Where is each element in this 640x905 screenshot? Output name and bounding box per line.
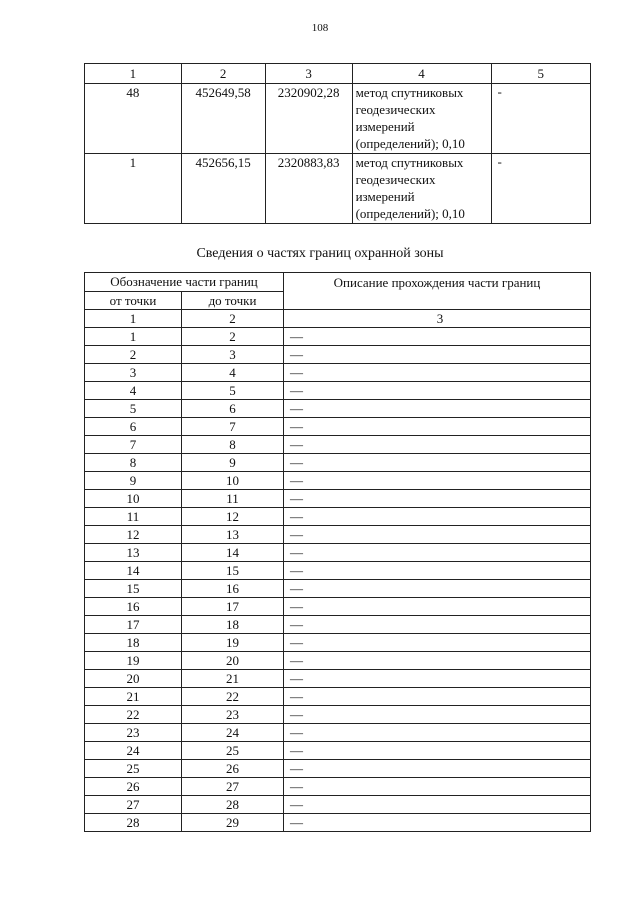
- column-number: 2: [182, 310, 284, 328]
- from-point-header: от точки: [85, 292, 182, 310]
- table-row: [85, 634, 591, 652]
- boundary-description: —: [284, 580, 591, 598]
- table-row: [85, 706, 591, 724]
- from-point: 27: [85, 796, 182, 814]
- to-point: 9: [182, 454, 284, 472]
- method-line: геодезических: [355, 172, 436, 187]
- table-row: [85, 382, 591, 400]
- coordinate-y: 2320883,83: [265, 154, 352, 224]
- column-number: 2: [181, 64, 265, 84]
- from-point: 8: [85, 454, 182, 472]
- from-point: 19: [85, 652, 182, 670]
- method-line: метод спутниковых: [355, 155, 464, 170]
- boundary-description: —: [284, 526, 591, 544]
- boundary-description: —: [284, 778, 591, 796]
- from-point: 10: [85, 490, 182, 508]
- boundary-description: —: [284, 760, 591, 778]
- boundary-description: —: [284, 544, 591, 562]
- to-point: 8: [182, 436, 284, 454]
- table-row: [85, 400, 591, 418]
- table-row: [85, 418, 591, 436]
- table-row: [85, 598, 591, 616]
- boundary-description: —: [284, 364, 591, 382]
- from-point: 5: [85, 400, 182, 418]
- boundary-description: —: [284, 382, 591, 400]
- column-number: 3: [265, 64, 352, 84]
- from-point: 25: [85, 760, 182, 778]
- boundary-description: —: [284, 814, 591, 832]
- section-title: Сведения о частях границ охранной зоны: [196, 246, 444, 261]
- table-row: [85, 84, 591, 154]
- method-description: [352, 84, 491, 154]
- table-row: [85, 154, 591, 224]
- table-row: [85, 472, 591, 490]
- to-point: 10: [182, 472, 284, 490]
- to-point: 11: [182, 490, 284, 508]
- from-point: 26: [85, 778, 182, 796]
- to-point: 7: [182, 418, 284, 436]
- from-point: 20: [85, 670, 182, 688]
- boundary-description: —: [284, 724, 591, 742]
- table-row: [85, 814, 591, 832]
- table-row: [85, 796, 591, 814]
- table-row: [85, 778, 591, 796]
- table-row: [85, 562, 591, 580]
- from-point: 9: [85, 472, 182, 490]
- from-point: 1: [85, 328, 182, 346]
- method-line: метод спутниковых: [355, 85, 464, 100]
- table-row: [85, 364, 591, 382]
- boundary-description: —: [284, 436, 591, 454]
- table-row: [85, 454, 591, 472]
- column-number: 1: [85, 310, 182, 328]
- from-point: 12: [85, 526, 182, 544]
- from-point: 14: [85, 562, 182, 580]
- table-row: [85, 616, 591, 634]
- table-row: [85, 490, 591, 508]
- table-row: [85, 508, 591, 526]
- from-point: 13: [85, 544, 182, 562]
- to-point: 25: [182, 742, 284, 760]
- from-point: 15: [85, 580, 182, 598]
- coordinate-y: 2320902,28: [265, 84, 352, 154]
- coordinate-x: 452649,58: [181, 84, 265, 154]
- boundary-description: —: [284, 328, 591, 346]
- table-row: [85, 328, 591, 346]
- group-header: Обозначение части границ: [85, 273, 284, 292]
- description-header: Описание прохождения части границ: [284, 273, 591, 310]
- parts-table-body: [85, 328, 591, 832]
- boundary-description: —: [284, 346, 591, 364]
- to-point: 4: [182, 364, 284, 382]
- table-row: [85, 670, 591, 688]
- note: -: [491, 84, 591, 154]
- boundary-description: —: [284, 454, 591, 472]
- to-point: 18: [182, 616, 284, 634]
- to-point: 3: [182, 346, 284, 364]
- from-point: 23: [85, 724, 182, 742]
- to-point: 14: [182, 544, 284, 562]
- from-point: 4: [85, 382, 182, 400]
- to-point: 17: [182, 598, 284, 616]
- table-row: [85, 742, 591, 760]
- column-number: 3: [284, 310, 591, 328]
- boundary-description: —: [284, 652, 591, 670]
- coordinates-table: [84, 63, 591, 224]
- boundary-description: —: [284, 688, 591, 706]
- method-description: [352, 154, 491, 224]
- to-point: 2: [182, 328, 284, 346]
- from-point: 28: [85, 814, 182, 832]
- table-row: [85, 652, 591, 670]
- from-point: 3: [85, 364, 182, 382]
- table-header-row: [85, 273, 591, 292]
- to-point: 23: [182, 706, 284, 724]
- to-point: 6: [182, 400, 284, 418]
- boundary-description: —: [284, 616, 591, 634]
- table-row: [85, 526, 591, 544]
- to-point: 16: [182, 580, 284, 598]
- from-point: 17: [85, 616, 182, 634]
- from-point: 24: [85, 742, 182, 760]
- column-number-row: [85, 310, 591, 328]
- from-point: 21: [85, 688, 182, 706]
- to-point: 19: [182, 634, 284, 652]
- boundary-parts-table: [84, 272, 591, 832]
- to-point: 22: [182, 688, 284, 706]
- coordinate-x: 452656,15: [181, 154, 265, 224]
- note: -: [491, 154, 591, 224]
- boundary-description: —: [284, 472, 591, 490]
- table-row: [85, 724, 591, 742]
- method-line: измерений: [355, 189, 415, 204]
- boundary-description: —: [284, 508, 591, 526]
- method-line: геодезических: [355, 102, 436, 117]
- from-point: 11: [85, 508, 182, 526]
- to-point: 21: [182, 670, 284, 688]
- boundary-description: —: [284, 796, 591, 814]
- to-point: 27: [182, 778, 284, 796]
- to-point: 12: [182, 508, 284, 526]
- boundary-description: —: [284, 400, 591, 418]
- table-row: [85, 580, 591, 598]
- point-number: 48: [85, 84, 182, 154]
- column-number: 4: [352, 64, 491, 84]
- to-point: 20: [182, 652, 284, 670]
- method-line: измерений: [355, 119, 415, 134]
- boundary-description: —: [284, 490, 591, 508]
- boundary-description: —: [284, 670, 591, 688]
- from-point: 2: [85, 346, 182, 364]
- to-point: 5: [182, 382, 284, 400]
- boundary-description: —: [284, 418, 591, 436]
- to-point: 13: [182, 526, 284, 544]
- from-point: 22: [85, 706, 182, 724]
- column-number: 1: [85, 64, 182, 84]
- table-row: [85, 688, 591, 706]
- to-point: 26: [182, 760, 284, 778]
- boundary-description: —: [284, 742, 591, 760]
- method-line: (определений); 0,10: [355, 206, 465, 221]
- table-row: [85, 436, 591, 454]
- to-point-header: до точки: [182, 292, 284, 310]
- table-row: [85, 544, 591, 562]
- table-header-row: [85, 64, 591, 84]
- column-number: 5: [491, 64, 591, 84]
- table-row: [85, 346, 591, 364]
- to-point: 28: [182, 796, 284, 814]
- to-point: 15: [182, 562, 284, 580]
- boundary-description: —: [284, 706, 591, 724]
- from-point: 16: [85, 598, 182, 616]
- table-row: [85, 760, 591, 778]
- to-point: 24: [182, 724, 284, 742]
- page-number: 108: [311, 22, 329, 34]
- to-point: 29: [182, 814, 284, 832]
- from-point: 6: [85, 418, 182, 436]
- point-number: 1: [85, 154, 182, 224]
- boundary-description: —: [284, 634, 591, 652]
- from-point: 18: [85, 634, 182, 652]
- method-line: (определений); 0,10: [355, 136, 465, 151]
- boundary-description: —: [284, 598, 591, 616]
- boundary-description: —: [284, 562, 591, 580]
- from-point: 7: [85, 436, 182, 454]
